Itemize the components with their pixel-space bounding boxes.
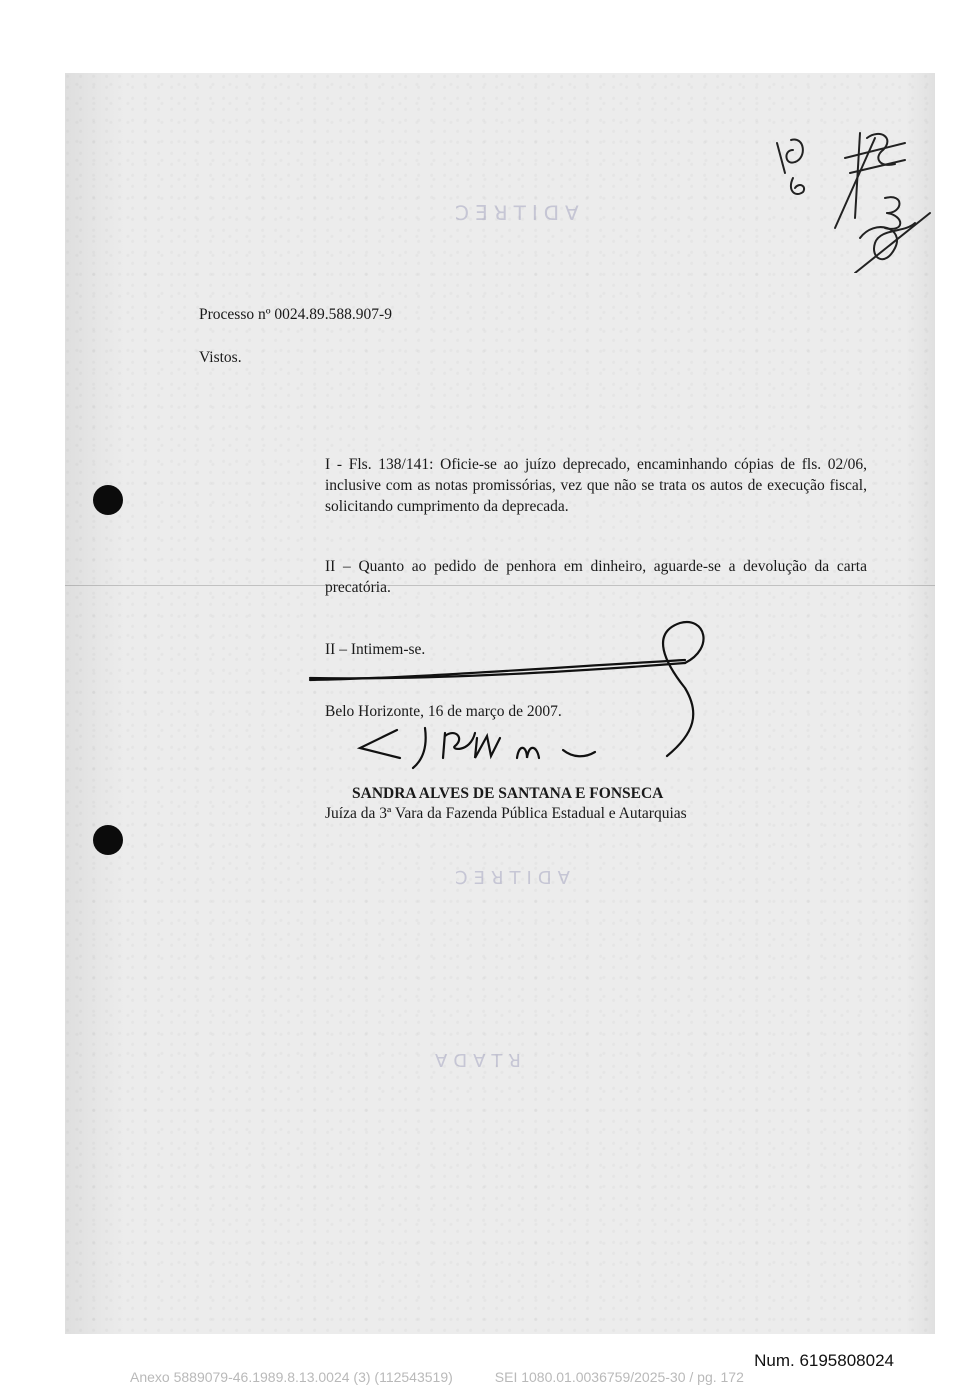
footer-metadata <box>130 1369 744 1385</box>
punch-hole-bottom <box>93 825 123 855</box>
scan-edge-shadow-left <box>65 73 125 1334</box>
paragraph-1: I - Fls. 138/141: Oficie-se ao juízo deprecado, encaminhando cópias de fls. 02/06, inclusive com as notas promissórias, vez que não se trata os autos de execução fiscal, solicitando cumprimento da deprecada. <box>325 456 867 515</box>
signer-role: Juíza da 3ª Vara da Fazenda Pública Estadual e Autarquias <box>325 805 687 822</box>
paragraph-2: II – Quanto ao pedido de penhora em dinheiro, aguarde-se a devolução da carta precatória. <box>325 558 867 596</box>
place-date: Belo Horizonte, 16 de março de 2007. <box>325 703 562 720</box>
faint-stamp-bottom: ꓯꓷꓯꓔꓤ <box>435 1051 527 1072</box>
faint-stamp-middle: ꓛƎꓤꓔIꓷꓯ <box>455 868 576 889</box>
sei-reference: SEI 1080.01.0036759/2025-30 / pg. 172 <box>494 1369 744 1385</box>
handwritten-folio-marks <box>755 98 935 273</box>
greeting: Vistos. <box>199 349 242 366</box>
process-number: Processo nº 0024.89.588.907-9 <box>199 306 392 323</box>
signer-name: SANDRA ALVES DE SANTANA E FONSECA <box>352 785 664 802</box>
scanned-page <box>65 73 935 1334</box>
faint-stamp-top: ꓛƎꓤꓔIꓷꓯ <box>455 201 585 225</box>
document-number: Num. 6195808024 <box>754 1351 894 1370</box>
annex-reference: Anexo 5889079-46.1989.8.13.0024 (3) (112543519) <box>130 1369 453 1385</box>
punch-hole-top <box>93 485 123 515</box>
paragraph-3: II – Intimem-se. <box>325 641 426 658</box>
